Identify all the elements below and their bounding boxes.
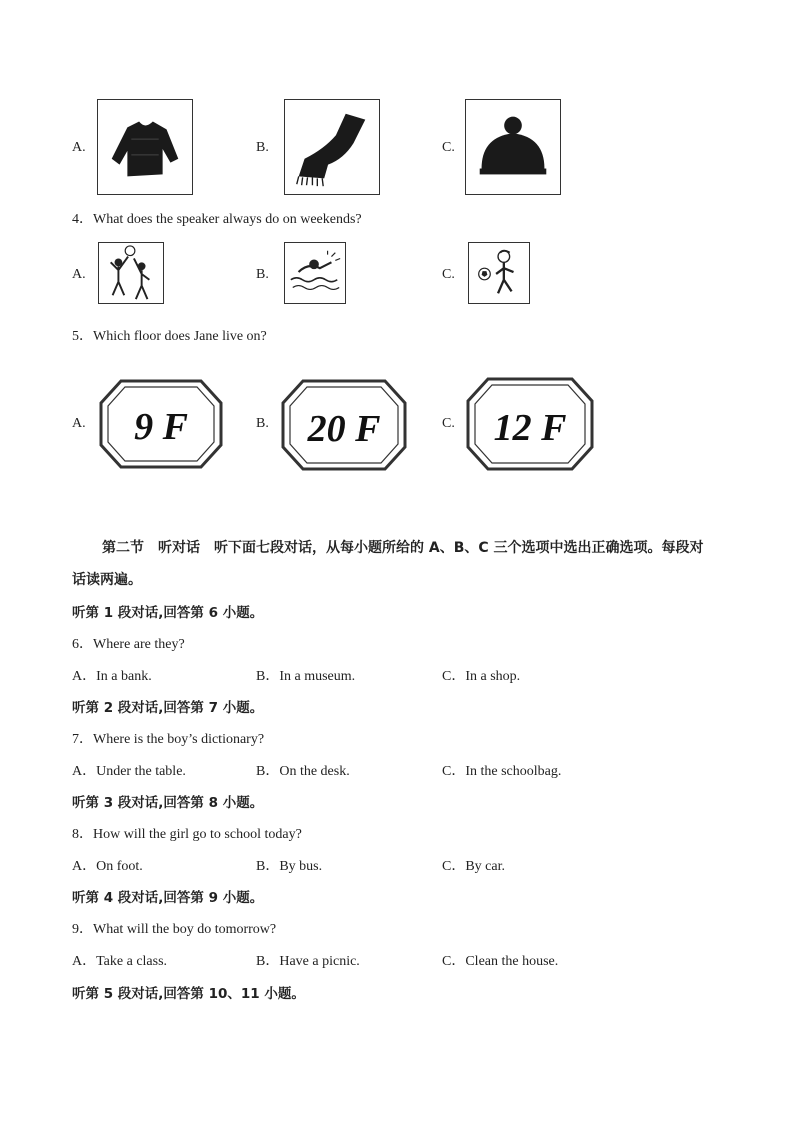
q3-option-b-letter: B. bbox=[256, 140, 269, 155]
q7-option-a: A．Under the table. bbox=[72, 764, 186, 779]
dialog-2-heading: 听第 2 段对话,回答第 7 小题。 bbox=[72, 700, 264, 716]
sweater-icon bbox=[98, 100, 192, 194]
q7-option-b: B．On the desk. bbox=[256, 764, 350, 779]
q5-option-b-sign bbox=[281, 379, 407, 471]
q3-option-c-picture bbox=[465, 99, 561, 195]
q5-option-c-letter: C. bbox=[442, 416, 455, 431]
q9-option-a: A．Take a class. bbox=[72, 954, 168, 969]
q3-option-a-letter: A. bbox=[72, 140, 86, 155]
q4-option-b-picture bbox=[284, 242, 346, 304]
scarf-icon bbox=[285, 100, 379, 194]
question-9: 9．What will the boy do tomorrow? bbox=[72, 922, 277, 937]
q6-option-c: C．In a shop. bbox=[442, 669, 521, 684]
q8-option-b: B．By bus. bbox=[256, 859, 323, 874]
dialog-5-heading: 听第 5 段对话,回答第 10、11 小题。 bbox=[72, 986, 305, 1002]
q3-option-c-letter: C. bbox=[442, 140, 455, 155]
q5-option-b-letter: B. bbox=[256, 416, 269, 431]
question-5: 5．Which floor does Jane live on? bbox=[72, 329, 267, 344]
q5-option-c-sign bbox=[466, 377, 594, 471]
q4-option-c-picture bbox=[468, 242, 530, 304]
floor-sign-9f bbox=[99, 379, 223, 469]
q9-option-c: C．Clean the house. bbox=[442, 954, 559, 969]
question-4: 4．What does the speaker always do on weekends? bbox=[72, 212, 362, 227]
section-2-instructions-line1: 第二节 听对话 听下面七段对话，从每小题所给的 A、B、C 三个选项中选出正确选项。每段对 bbox=[102, 540, 704, 556]
question-6: 6．Where are they? bbox=[72, 637, 185, 652]
q8-option-c: C．By car. bbox=[442, 859, 505, 874]
sign-text: 12 F bbox=[493, 407, 567, 449]
question-7: 7．Where is the boy’s dictionary? bbox=[72, 732, 265, 747]
section-2-instructions-line2: 话读两遍。 bbox=[72, 572, 142, 588]
q4-option-c-letter: C. bbox=[442, 267, 455, 282]
dialog-4-heading: 听第 4 段对话,回答第 9 小题。 bbox=[72, 890, 264, 906]
floor-sign-12f bbox=[466, 377, 594, 471]
q4-option-a-letter: A. bbox=[72, 267, 86, 282]
basketball-icon bbox=[99, 243, 163, 303]
floor-sign-20f bbox=[281, 379, 407, 471]
q4-option-b-letter: B. bbox=[256, 267, 269, 282]
q4-option-a-picture bbox=[98, 242, 164, 304]
swimming-icon bbox=[285, 243, 345, 303]
q5-option-a-letter: A. bbox=[72, 416, 86, 431]
q5-option-a-sign bbox=[99, 379, 223, 469]
soccer-icon bbox=[469, 243, 529, 303]
question-8: 8．How will the girl go to school today? bbox=[72, 827, 302, 842]
q9-option-b: B．Have a picnic. bbox=[256, 954, 360, 969]
q6-option-a: A．In a bank. bbox=[72, 669, 152, 684]
wool-hat-icon bbox=[466, 100, 560, 194]
q8-option-a: A．On foot. bbox=[72, 859, 143, 874]
q3-option-b-picture bbox=[284, 99, 380, 195]
sign-text: 20 F bbox=[307, 408, 381, 450]
sign-text: 9 F bbox=[134, 406, 188, 448]
q6-option-b: B．In a museum. bbox=[256, 669, 356, 684]
dialog-3-heading: 听第 3 段对话,回答第 8 小题。 bbox=[72, 795, 264, 811]
q3-option-a-picture bbox=[97, 99, 193, 195]
dialog-1-heading: 听第 1 段对话,回答第 6 小题。 bbox=[72, 605, 264, 621]
q7-option-c: C．In the schoolbag. bbox=[442, 764, 562, 779]
